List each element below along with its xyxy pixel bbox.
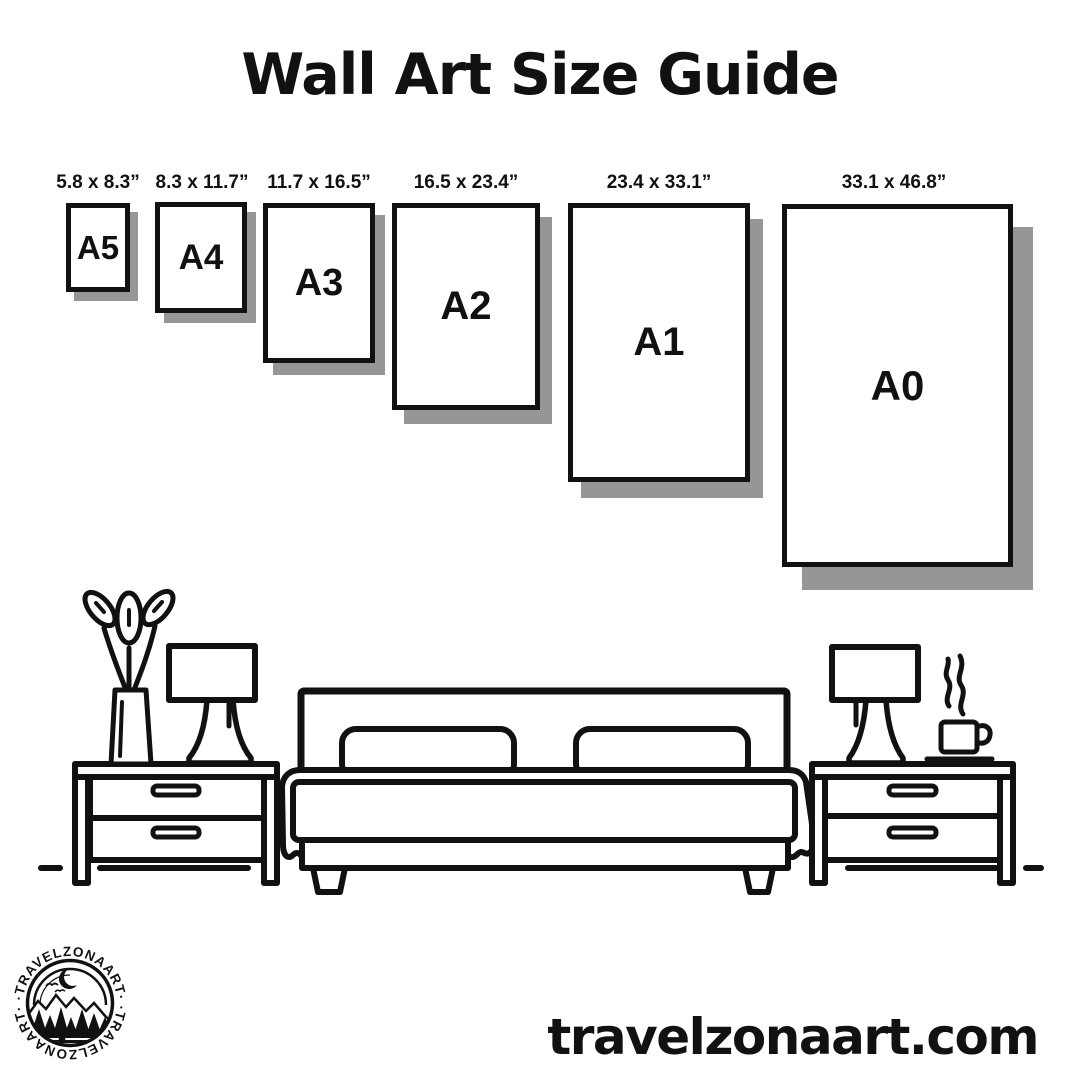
logo-arc-text-bottom: ·TRAVELZONAART· xyxy=(11,1004,129,1063)
size-code-a4: A4 xyxy=(178,237,224,277)
dimension-label-a4: 8.3 x 11.7” xyxy=(155,172,249,193)
dimension-label-a1: 23.4 x 33.1” xyxy=(606,172,712,193)
size-frame-a1 xyxy=(568,203,750,482)
size-code-a3: A3 xyxy=(294,261,344,304)
size-code-a1: A1 xyxy=(633,320,685,364)
dimension-label-a5: 5.8 x 8.3” xyxy=(56,172,140,193)
table-lamp-right-icon xyxy=(832,647,918,763)
bedroom-scene xyxy=(0,580,1080,910)
size-code-a2: A2 xyxy=(440,284,492,328)
dimension-label-a2: 16.5 x 23.4” xyxy=(413,172,519,193)
table-lamp-left-icon xyxy=(169,646,255,763)
dimension-label-a0: 33.1 x 46.8” xyxy=(841,172,947,193)
brand-logo xyxy=(8,941,132,1065)
size-code-a0: A0 xyxy=(870,361,925,409)
moon-icon xyxy=(59,969,77,989)
size-code-a5: A5 xyxy=(76,228,120,266)
plant-vase-icon xyxy=(79,586,178,764)
bed-icon xyxy=(282,691,814,892)
logo-arc-text-top: ·TRAVELZONAART· xyxy=(11,943,129,1002)
page-title: Wall Art Size Guide xyxy=(241,42,839,108)
size-frame-a2 xyxy=(392,203,540,410)
coffee-cup-icon xyxy=(927,656,992,759)
size-frame-a4 xyxy=(155,202,247,313)
size-frame-a5 xyxy=(66,203,130,292)
size-frame-a3 xyxy=(263,203,375,363)
dimension-label-a3: 11.7 x 16.5” xyxy=(267,172,371,193)
mountains xyxy=(22,995,114,1023)
bird-icon xyxy=(55,990,65,992)
size-frame-a0 xyxy=(782,204,1013,567)
website-url: travelzonaart.com xyxy=(547,1008,1038,1066)
